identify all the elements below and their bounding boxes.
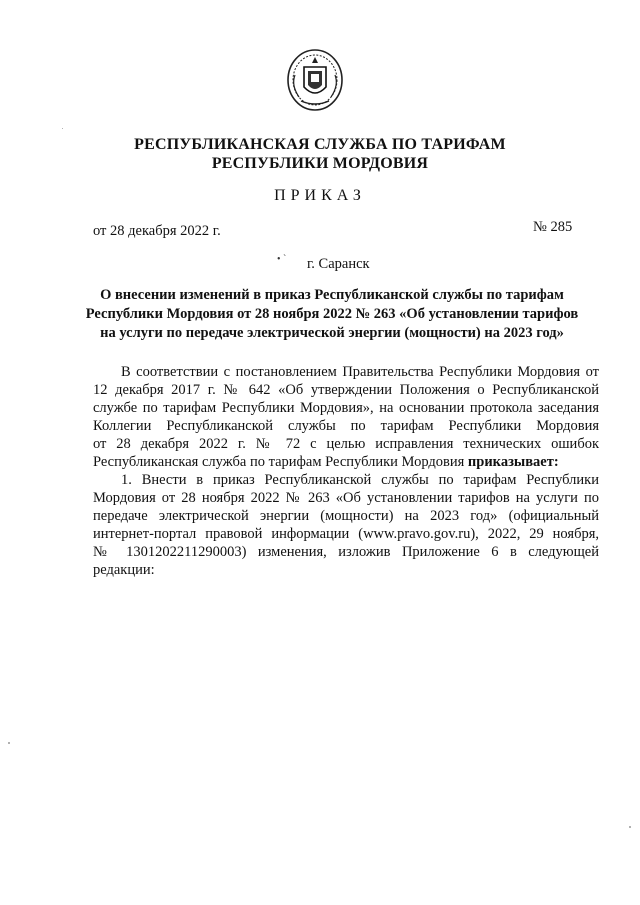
- body-text-line: интернет-портал правовой информации (www.pravo.gov.ru), 2022, 29 ноября,: [93, 526, 599, 542]
- document-date: от 28 декабря 2022 г.: [93, 223, 221, 239]
- scan-marks: • `: [277, 254, 287, 265]
- body-text-line: передаче электрической энергии (мощности) на 2023 год» (официальный: [93, 508, 599, 524]
- body-text-line: 1. Внести в приказ Республиканской службы по тарифам Республики: [121, 472, 599, 488]
- body-text-line: Мордовия от 28 ноября 2022 № 263 «Об установлении тарифов на услуги по: [93, 490, 599, 506]
- scan-speck: [62, 128, 63, 129]
- scan-speck: [8, 742, 10, 744]
- body-text-line: [93, 453, 599, 471]
- body-text-line: от 28 декабря 2022 г. № 72 с целью исправления технических ошибок: [93, 436, 599, 452]
- document-number: № 285: [533, 219, 573, 235]
- body-text: Республиканская служба по тарифам Республики Мордовия: [93, 454, 465, 470]
- body-text-line: В соответствии с постановлением Правительства Республики Мордовия от: [121, 364, 599, 380]
- organization-name-line2: РЕСПУБЛИКИ МОРДОВИЯ: [211, 155, 429, 172]
- document-city: г. Саранск: [307, 256, 370, 272]
- document-type-title: ПРИКАЗ: [274, 187, 366, 204]
- body-text-line: редакции:: [93, 562, 155, 578]
- body-text-line: № 1301202211290003) изменения, изложив Приложение 6 в следующей: [93, 544, 599, 560]
- body-text-bold: приказывает:: [467, 454, 559, 470]
- subject-line: О внесении изменений в приказ Республиканской службы по тарифам: [100, 287, 564, 303]
- body-text-line: 12 декабря 2017 г. № 642 «Об утверждении Положения о Республиканской: [93, 382, 599, 398]
- body-text-line: Коллегии Республиканской службы по тарифам Республики Мордовия: [93, 418, 599, 434]
- subject-line: Республики Мордовия от 28 ноября 2022 № 263 «Об установлении тарифов: [85, 306, 579, 322]
- subject-line: на услуги по передаче электрической энергии (мощности) на 2023 год»: [100, 325, 564, 341]
- coat-of-arms-emblem-icon: [285, 47, 345, 113]
- scan-speck: [629, 826, 631, 828]
- body-text-line: службе по тарифам Республики Мордовия», на основании протокола заседания: [93, 400, 599, 416]
- organization-name-line1: РЕСПУБЛИКАНСКАЯ СЛУЖБА ПО ТАРИФАМ: [134, 136, 506, 153]
